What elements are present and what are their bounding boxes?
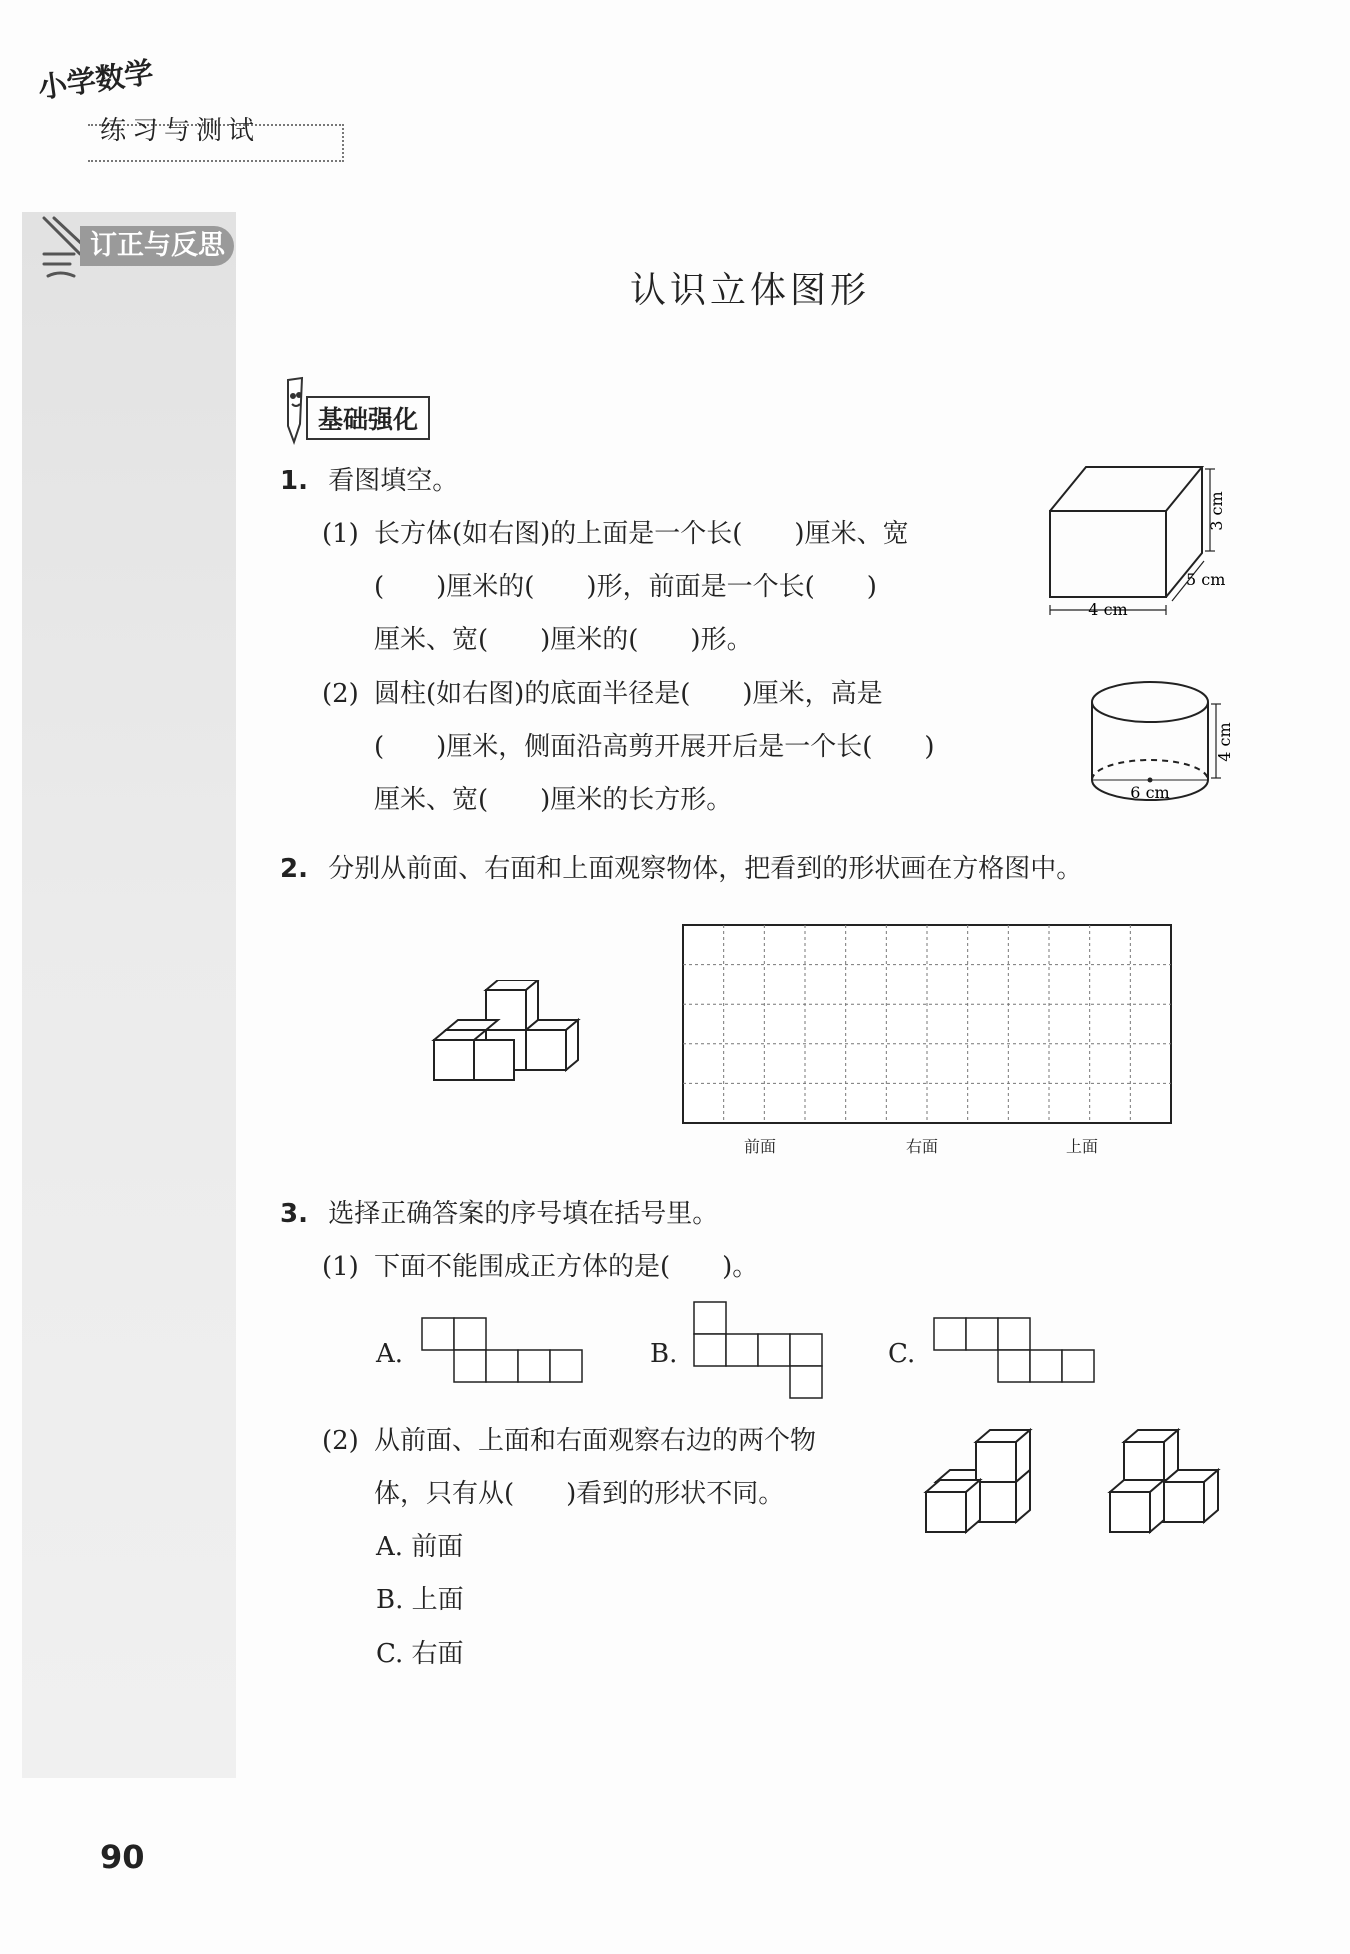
cube-stack-figure (430, 980, 600, 1100)
cube-net-c (932, 1316, 1102, 1388)
answer-grid (682, 924, 1174, 1124)
question-1-sub-2-line: 圆柱(如右图)的底面半径是( )厘米，高是 (374, 679, 883, 709)
cube-net-a (420, 1316, 590, 1388)
question-text: 看图填空。 (328, 466, 459, 496)
question-text: 选择正确答案的序号填在括号里。 (328, 1199, 719, 1229)
option-a-label: A. (376, 1339, 404, 1369)
question-2 (280, 856, 1082, 882)
book-series-title: 小学数学 (35, 55, 156, 105)
cube-object-2 (1104, 1420, 1254, 1550)
cuboid-height-label: 3 cm (1207, 491, 1226, 531)
page-title: 认识立体图形 (629, 270, 870, 311)
book-name: 练习与测试 (100, 116, 261, 146)
question-1-sub-1-label: (1) (322, 519, 359, 549)
pencil-mascot-icon (280, 376, 308, 446)
question-number: 3. (280, 1199, 308, 1229)
grid-caption-top: 上面 (1066, 1137, 1099, 1156)
grid-caption-front: 前面 (744, 1137, 777, 1156)
cuboid-width-label: 5 cm (1186, 570, 1226, 589)
section-label-basic: 基础强化 (306, 396, 430, 440)
question-text: 分别从前面、右面和上面观察物体，把看到的形状画在方格图中。 (328, 854, 1083, 884)
question-3-sub-1-label: (1) (322, 1252, 359, 1282)
question-1-sub-2-line: 厘米、宽( )厘米的长方形。 (374, 785, 733, 815)
sidebar-tab-correction: 订正与反思 (80, 226, 234, 266)
question-3 (280, 1201, 718, 1227)
cuboid-length-label: 4 cm (1088, 600, 1128, 619)
cylinder-figure (1080, 672, 1240, 812)
question-1-sub-1-line: 长方体(如右图)的上面是一个长( )厘米、宽 (374, 519, 909, 549)
correction-sidebar (22, 212, 236, 1778)
option-b-label: B. (650, 1339, 678, 1369)
option-right: C. 右面 (376, 1639, 464, 1669)
option-top: B. 上面 (376, 1585, 464, 1615)
question-1-sub-2-line: ( )厘米，侧面沿高剪开展开后是一个长( ) (374, 732, 935, 762)
cuboid-figure (1040, 455, 1240, 635)
cube-object-1 (920, 1420, 1070, 1550)
page-number: 90 (100, 1838, 145, 1876)
question-3-sub-2-label: (2) (322, 1426, 359, 1456)
question-3-sub-1-line: 下面不能围成正方体的是( )。 (374, 1252, 759, 1282)
question-1-sub-1-line: ( )厘米的( )形，前面是一个长( ) (374, 572, 877, 602)
question-3-sub-2-line: 从前面、上面和右面观察右边的两个物 (374, 1426, 817, 1456)
question-1-sub-1-line: 厘米、宽( )厘米的( )形。 (374, 625, 753, 655)
question-1 (280, 468, 458, 494)
cube-net-b (692, 1300, 832, 1406)
question-number: 1. (280, 466, 308, 496)
question-1-sub-2-label: (2) (322, 679, 359, 709)
grid-caption-right: 右面 (906, 1137, 939, 1156)
cylinder-diameter-label: 6 cm (1130, 783, 1170, 802)
option-front: A. 前面 (376, 1532, 464, 1562)
question-3-sub-2-line: 体，只有从( )看到的形状不同。 (374, 1479, 785, 1509)
question-number: 2. (280, 854, 308, 884)
option-c-label: C. (888, 1339, 916, 1369)
cylinder-height-label: 4 cm (1215, 722, 1234, 762)
